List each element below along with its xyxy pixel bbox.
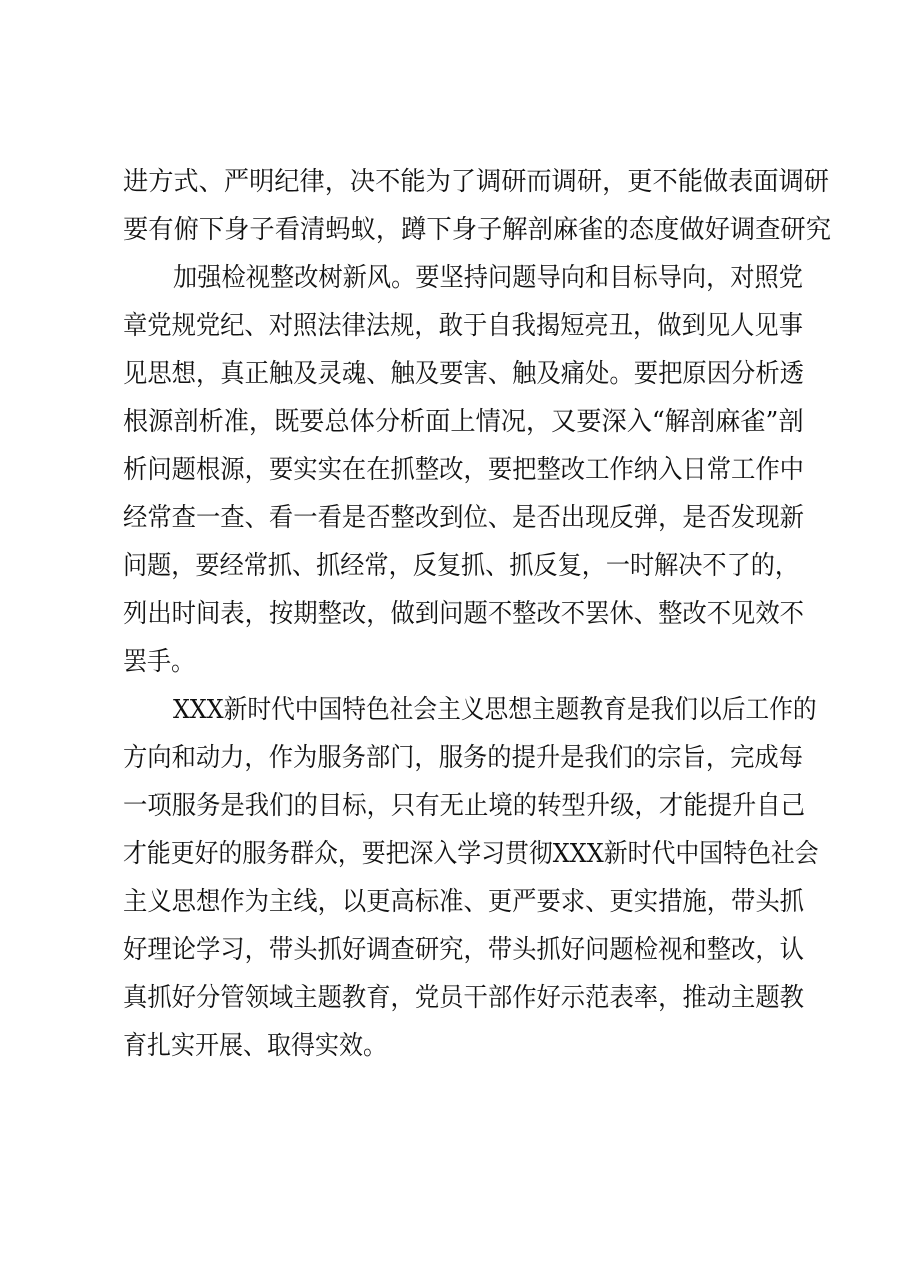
text-line: 要有俯下身子看清蚂蚁，蹲下身子解剖麻雀的态度做好调查研究 [123, 215, 832, 245]
text-line: 进方式、严明纪律，决不能为了调研而调研，更不能做表面调研 [123, 167, 830, 197]
text-line: 方向和动力，作为服务部门，服务的提升是我们的宗旨，完成每 [123, 743, 804, 773]
text-line: XXX新时代中国特色社会主义思想主题教育是我们以后工作的 [173, 695, 817, 725]
text-line: 一项服务是我们的目标，只有无止境的转型升级，才能提升自己 [123, 791, 806, 821]
text-line: 根源剖析准，既要总体分析面上情况，又要深入“解剖麻雀”剖 [123, 407, 804, 437]
text-line: 列出时间表，按期整改，做到问题不整改不罢休、整改不见效不 [123, 599, 805, 629]
text-line: 问题，要经常抓、抓经常，反复抓、抓反复，一时解决不了的， [123, 551, 800, 581]
text-line: 罢手。 [123, 647, 196, 677]
text-line: 真抓好分管领域主题教育，党员干部作好示范表率，推动主题教 [123, 983, 805, 1013]
text-line: 见思想，真正触及灵魂、触及要害、触及痛处。要把原因分析透 [123, 359, 805, 389]
text-line: 析问题根源，要实实在在抓整改，要把整改工作纳入日常工作中 [123, 455, 805, 485]
text-line: 好理论学习，带头抓好调查研究，带头抓好问题检视和整改，认 [123, 935, 805, 965]
text-line: 才能更好的服务群众，要把深入学习贯彻XXX新时代中国特色社会 [123, 839, 819, 869]
text-line: 育扎实开展、取得实效。 [123, 1031, 388, 1061]
text-line: 章党规党纪、对照法律法规，敢于自我揭短亮丑，做到见人见事 [123, 311, 804, 341]
text-line: 主义思想作为主线，以更高标准、更严要求、更实措施，带头抓 [123, 887, 805, 917]
text-line: 加强检视整改树新风。要坚持问题导向和目标导向，对照党 [173, 263, 804, 293]
text-line: 经常查一查、看一看是否整改到位、是否出现反弹，是否发现新 [123, 503, 805, 533]
